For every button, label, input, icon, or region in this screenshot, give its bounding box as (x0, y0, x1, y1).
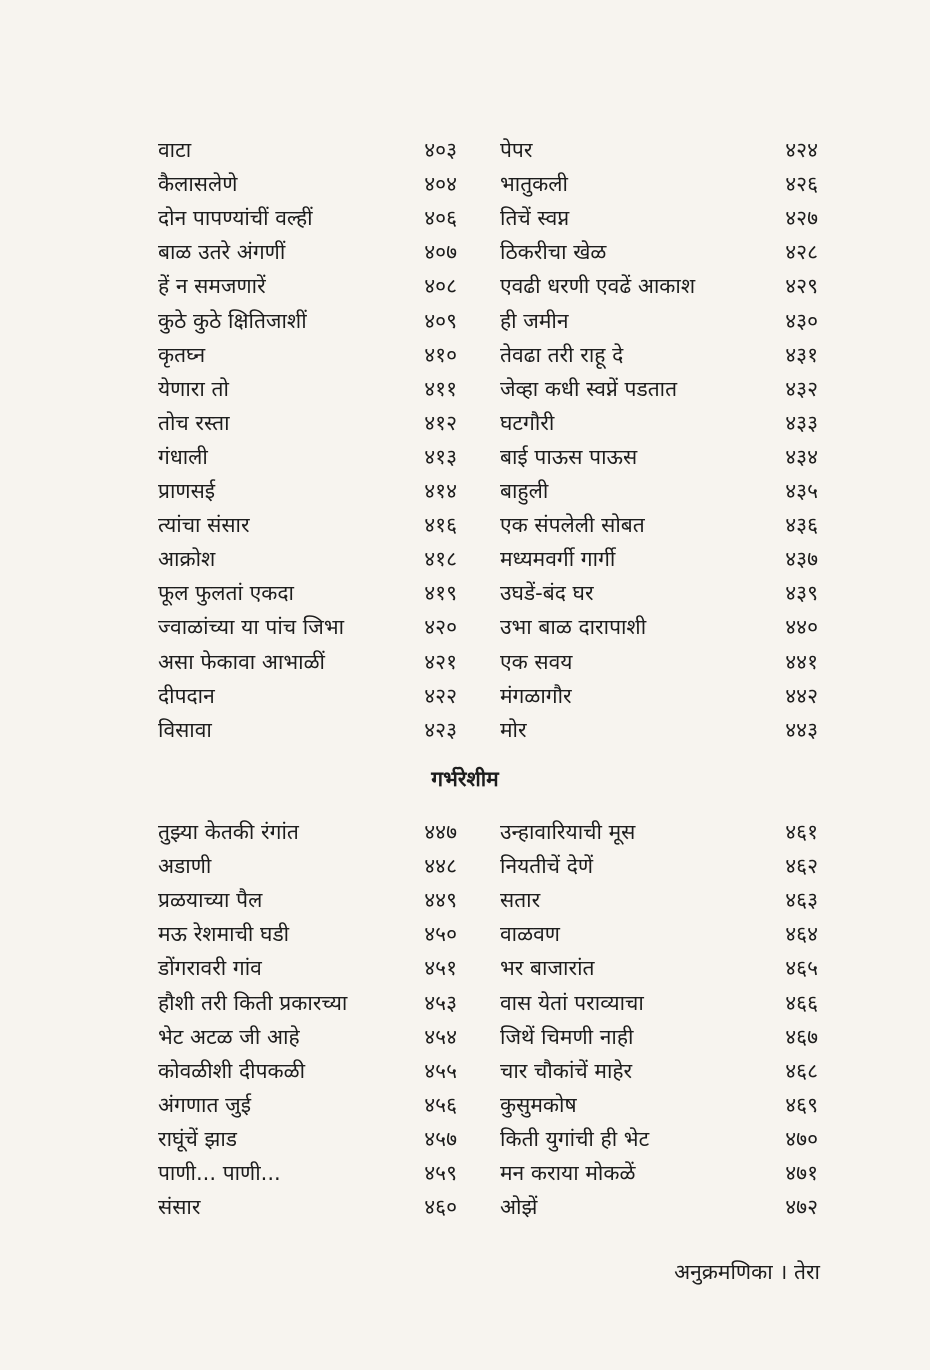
index-row (0, 713, 930, 747)
right-entry-page: ४२६ (785, 172, 818, 197)
right-entry-page: ४२८ (785, 240, 818, 265)
index-row (0, 986, 930, 1020)
right-entry-page: ४२७ (785, 206, 818, 231)
right-entry-title: जेव्हा कधी स्वप्नें पडतात (500, 376, 678, 401)
left-entry-page: ४५१ (424, 956, 457, 981)
right-entry-page: ४६८ (785, 1058, 818, 1083)
left-entry-page: ४१३ (424, 444, 457, 469)
left-entry-page: ४०३ (424, 138, 457, 162)
left-entry-page: ४०६ (424, 206, 457, 231)
right-entry-title: नियतीचें देणें (500, 854, 594, 879)
index-row (0, 1190, 930, 1224)
left-entry-title: भेट अटळ जी आहे (158, 1024, 300, 1049)
index-row (0, 883, 930, 917)
right-entry-page: ४४१ (785, 649, 818, 674)
left-entry-page: ४५७ (424, 1126, 457, 1151)
left-entry-page: ४१९ (424, 581, 457, 606)
right-entry-title: उभा बाळ दारापाशी (500, 615, 647, 640)
right-entry-page: ४३४ (785, 444, 818, 469)
right-entry-page: ४६४ (785, 922, 818, 947)
left-entry-page: ४१४ (424, 479, 457, 503)
right-entry-page: ४७० (785, 1126, 818, 1151)
index-row (0, 338, 930, 372)
left-entry-title: तोच रस्ता (158, 410, 230, 435)
index-row (0, 201, 930, 235)
index-row (0, 542, 930, 576)
left-entry-title: संसार (158, 1195, 201, 1220)
right-entry-page: ४३२ (785, 376, 818, 401)
right-entry-page: ४६२ (785, 854, 818, 879)
right-entry-title: एक संपलेली सोबत (500, 513, 645, 538)
right-entry-title: सतार (500, 888, 541, 913)
right-entry-page: ४६९ (785, 1092, 818, 1117)
index-row (0, 235, 930, 269)
left-entry-title: फूल फुलतां एकदा (158, 581, 294, 606)
right-entry-title: चार चौकांचें माहेर (500, 1058, 633, 1083)
left-entry-title: आक्रोश (158, 547, 216, 572)
left-entry-title: ज्वाळांच्या या पांच जिभा (158, 615, 345, 640)
section-heading: गर्भरेशीम (431, 767, 499, 791)
left-entry-title: वाटा (158, 138, 192, 162)
right-entry-page: ४३५ (785, 479, 818, 503)
right-entry-page: ४३० (785, 308, 818, 333)
index-row (0, 508, 930, 542)
right-entry-page: ४४२ (785, 683, 818, 708)
right-entry-title: वास येतां पराव्याचा (500, 990, 644, 1015)
right-entry-page: ४४० (785, 615, 818, 640)
left-entry-page: ४४७ (424, 820, 457, 844)
right-entry-page: ४६७ (785, 1024, 818, 1049)
left-entry-title: अंगणात जुई (158, 1092, 252, 1117)
right-entry-title: ठिकरीचा खेळ (500, 240, 607, 265)
left-entry-page: ४५३ (424, 990, 457, 1015)
left-entry-title: कृतघ्न (158, 342, 206, 367)
right-entry-page: ४४३ (785, 717, 818, 742)
right-entry-title: उघडें-बंद घर (500, 581, 594, 606)
left-entry-page: ४०८ (424, 274, 457, 299)
right-entry-title: वाळवण (500, 922, 560, 947)
left-entry-title: अडाणी (158, 854, 212, 879)
left-entry-page: ४५० (424, 922, 457, 947)
left-entry-page: ४०९ (424, 308, 457, 333)
right-entry-title: जिथें चिमणी नाही (500, 1024, 634, 1049)
page-footer: अनुक्रमणिका । तेरा (674, 1260, 820, 1284)
left-entry-page: ४४९ (424, 888, 457, 913)
left-entry-title: डोंगरावरी गांव (158, 956, 262, 981)
right-entry-page: ४३३ (785, 410, 818, 435)
right-entry-title: भातुकली (500, 172, 568, 197)
left-entry-page: ४५९ (424, 1161, 457, 1185)
index-row (0, 133, 930, 167)
left-entry-title: प्रळयाच्या पैल (158, 888, 263, 913)
right-entry-title: तेवढा तरी राहू दे (500, 342, 624, 367)
right-entry-title: एक सवय (500, 649, 573, 674)
left-entry-page: ४१२ (424, 410, 457, 435)
left-entry-page: ४१६ (424, 513, 457, 538)
right-entry-title: मन कराया मोकळें (500, 1161, 636, 1185)
right-entry-page: ४७१ (785, 1161, 818, 1185)
index-row (0, 951, 930, 985)
right-entry-title: मध्यमवर्गी गार्गी (500, 547, 616, 572)
left-entry-title: प्राणसई (158, 479, 216, 503)
right-entry-title: कुसुमकोष (500, 1092, 577, 1117)
right-entry-title: मोर (500, 717, 527, 742)
left-entry-page: ४२२ (424, 683, 457, 708)
left-entry-page: ४४८ (424, 854, 457, 879)
left-entry-title: असा फेकावा आभाळीं (158, 649, 325, 674)
right-entry-title: पेपर (500, 138, 533, 162)
left-entry-title: गंधाली (158, 444, 208, 469)
index-row (0, 849, 930, 883)
right-entry-title: किती युगांची ही भेट (500, 1126, 650, 1151)
index-row (0, 1020, 930, 1054)
left-entry-page: ४२० (424, 615, 457, 640)
left-entry-title: दीपदान (158, 683, 215, 708)
index-row (0, 304, 930, 338)
right-entry-page: ४६३ (785, 888, 818, 913)
left-entry-title: हें न समजणारें (158, 274, 266, 299)
index-row (0, 1122, 930, 1156)
right-entry-page: ४६६ (785, 990, 818, 1015)
right-entry-page: ४३६ (785, 513, 818, 538)
right-entry-page: ४३९ (785, 581, 818, 606)
left-entry-page: ४५६ (424, 1092, 457, 1117)
left-entry-title: कैलासलेणे (158, 172, 238, 197)
left-entry-title: कोवळीशी दीपकळी (158, 1058, 306, 1083)
right-entry-title: उन्हावारियाची मूस (500, 820, 636, 844)
right-entry-title: एवढी धरणी एवढें आकाश (500, 274, 696, 299)
left-entry-title: हौशी तरी किती प्रकारच्या (158, 990, 348, 1015)
right-entry-page: ४३७ (785, 547, 818, 572)
right-entry-page: ४३१ (785, 342, 818, 367)
left-entry-page: ४०४ (424, 172, 457, 197)
index-row (0, 610, 930, 644)
left-entry-page: ४१० (424, 342, 457, 367)
right-entry-title: बाई पाऊस पाऊस (500, 444, 638, 469)
index-row (0, 1156, 930, 1190)
left-entry-page: ४११ (424, 376, 457, 401)
right-entry-title: ही जमीन (500, 308, 569, 333)
right-entry-page: ४६५ (785, 956, 818, 981)
right-entry-title: बाहुली (500, 479, 549, 503)
index-row (0, 815, 930, 849)
left-entry-title: कुठे कुठे क्षितिजाशीं (158, 308, 307, 333)
right-entry-page: ४२९ (785, 274, 818, 299)
left-entry-page: ४५५ (424, 1058, 457, 1083)
left-entry-title: मऊ रेशमाची घडी (158, 922, 290, 947)
left-entry-page: ४२१ (424, 649, 457, 674)
index-row (0, 645, 930, 679)
left-entry-page: ४५४ (424, 1024, 457, 1049)
left-entry-title: बाळ उतरे अंगणीं (158, 240, 286, 265)
right-entry-title: मंगळागौर (500, 683, 572, 708)
left-entry-title: राघूंचें झाड (158, 1126, 237, 1151)
index-row (0, 167, 930, 201)
left-entry-page: ४२३ (424, 717, 457, 742)
left-entry-title: तुझ्या केतकी रंगांत (158, 820, 299, 844)
index-row (0, 440, 930, 474)
right-entry-title: भर बाजारांत (500, 956, 595, 981)
right-entry-title: ओझें (500, 1195, 538, 1220)
right-entry-title: घटगौरी (500, 410, 555, 435)
right-entry-title: तिचें स्वप्न (500, 206, 570, 231)
index-row (0, 406, 930, 440)
index-row (0, 679, 930, 713)
index-row (0, 1088, 930, 1122)
left-entry-title: येणारा तो (158, 376, 229, 401)
left-entry-title: विसावा (158, 717, 212, 742)
index-row (0, 269, 930, 303)
left-entry-page: ४१८ (424, 547, 457, 572)
left-entry-title: त्यांचा संसार (158, 513, 250, 538)
right-entry-page: ४७२ (785, 1195, 818, 1220)
left-entry-page: ४६० (424, 1195, 457, 1220)
index-row (0, 576, 930, 610)
index-row (0, 917, 930, 951)
right-entry-page: ४६१ (785, 820, 818, 844)
left-entry-title: पाणी... पाणी... (158, 1161, 281, 1185)
index-row (0, 1054, 930, 1088)
index-row (0, 474, 930, 508)
index-row (0, 372, 930, 406)
right-entry-page: ४२४ (785, 138, 818, 162)
left-entry-page: ४०७ (424, 240, 457, 265)
left-entry-title: दोन पापण्यांचीं वल्हीं (158, 206, 313, 231)
